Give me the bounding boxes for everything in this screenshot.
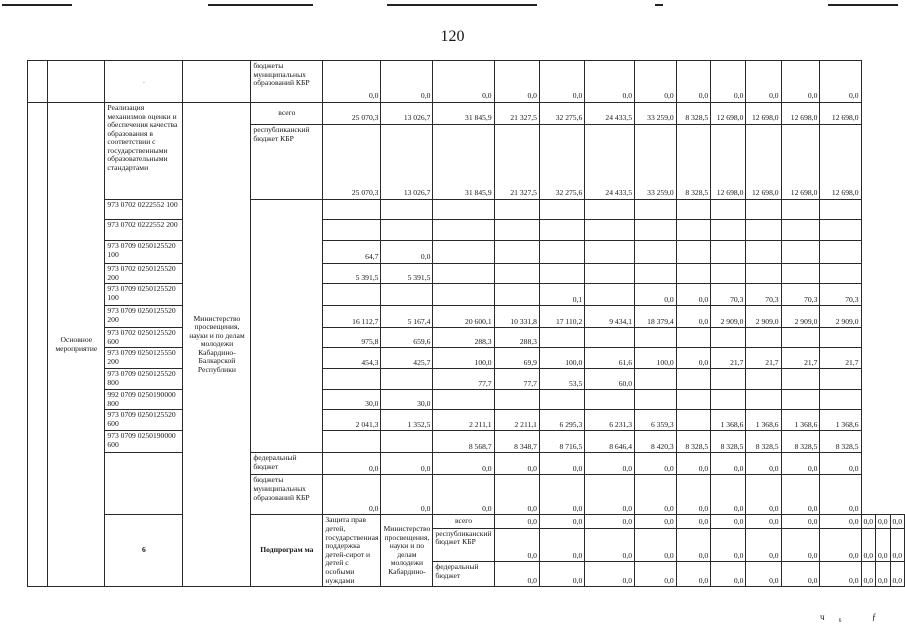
row-number: 6 xyxy=(105,515,183,587)
empty-cell xyxy=(48,61,105,103)
value-cell: 18 379,4 xyxy=(635,306,677,328)
value-cell: 0,0 xyxy=(746,562,781,587)
budget-source: всего xyxy=(251,103,323,125)
value-cell xyxy=(323,431,381,453)
value-cell: 32 275,6 xyxy=(539,125,584,200)
value-cell: 0,0 xyxy=(676,306,710,328)
value-cell: 31 845,9 xyxy=(433,103,494,125)
value-cell: 2 909,0 xyxy=(746,306,781,328)
value-cell: 77,7 xyxy=(433,369,494,390)
value-cell: 6 231,3 xyxy=(585,410,635,431)
value-cell: 53,5 xyxy=(539,369,584,390)
value-cell xyxy=(676,220,710,241)
value-cell: 8 568,7 xyxy=(433,431,494,453)
value-cell xyxy=(539,264,584,284)
table-row xyxy=(28,241,905,264)
value-cell: 0,0 xyxy=(781,562,820,587)
value-cell xyxy=(820,264,861,284)
value-cell xyxy=(781,200,820,220)
value-cell xyxy=(539,200,584,220)
section-label: Основное мероприятие xyxy=(48,103,105,587)
value-cell: 8 646,4 xyxy=(585,431,635,453)
budget-source: федеральный бюджет xyxy=(251,453,323,475)
value-cell: 659,6 xyxy=(381,328,433,348)
value-cell xyxy=(539,241,584,264)
value-cell xyxy=(433,220,494,241)
value-cell xyxy=(781,220,820,241)
value-cell xyxy=(323,200,381,220)
value-cell xyxy=(711,390,746,410)
value-cell: 33 259,0 xyxy=(635,103,677,125)
value-cell xyxy=(676,390,710,410)
value-cell: 0,0 xyxy=(876,515,891,528)
value-cell: 70,3 xyxy=(746,284,781,306)
value-cell: 21,7 xyxy=(781,348,820,369)
empty-cell xyxy=(105,453,183,515)
value-cell: 0,0 xyxy=(861,528,876,562)
value-cell xyxy=(494,390,539,410)
value-cell: 25 070,3 xyxy=(323,103,381,125)
value-cell: 0,0 xyxy=(585,528,635,562)
value-cell: 70,3 xyxy=(781,284,820,306)
value-cell xyxy=(585,220,635,241)
value-cell: 6 359,3 xyxy=(635,410,677,431)
value-cell: 31 845,9 xyxy=(433,125,494,200)
value-cell: 0,0 xyxy=(861,515,876,528)
budget-source xyxy=(251,200,323,453)
value-cell: 454,3 xyxy=(323,348,381,369)
value-cell: 17 110,2 xyxy=(539,306,584,328)
value-cell: 12 698,0 xyxy=(820,103,861,125)
budget-code: 973 0709 0250125520 200 xyxy=(105,306,183,328)
value-cell: 1 368,6 xyxy=(746,410,781,431)
value-cell xyxy=(381,220,433,241)
value-cell: 9 434,1 xyxy=(585,306,635,328)
value-cell xyxy=(635,390,677,410)
value-cell: 0,0 xyxy=(381,61,433,103)
value-cell xyxy=(820,220,861,241)
value-cell: 0,0 xyxy=(494,515,539,528)
value-cell: 0,0 xyxy=(711,515,746,528)
value-cell: 0,0 xyxy=(585,515,635,528)
value-cell: 0,0 xyxy=(676,562,710,587)
value-cell: 0,0 xyxy=(494,453,539,475)
value-cell: 0,0 xyxy=(539,528,584,562)
value-cell: 0,0 xyxy=(539,475,584,515)
value-cell: 100,0 xyxy=(635,348,677,369)
value-cell: 1 368,6 xyxy=(711,410,746,431)
value-cell xyxy=(711,328,746,348)
value-cell xyxy=(676,200,710,220)
value-cell: 5 167,4 xyxy=(381,306,433,328)
value-cell xyxy=(381,369,433,390)
value-cell xyxy=(494,220,539,241)
table-row xyxy=(28,284,905,306)
value-cell: 25 070,3 xyxy=(323,125,381,200)
value-cell: 0,0 xyxy=(381,453,433,475)
value-cell: 2 909,0 xyxy=(820,306,861,328)
table-row xyxy=(28,306,905,328)
table-row xyxy=(28,348,905,369)
value-cell: 0,0 xyxy=(711,453,746,475)
table-row xyxy=(28,200,905,220)
table-body xyxy=(28,61,905,587)
value-cell xyxy=(381,284,433,306)
value-cell xyxy=(746,369,781,390)
value-cell xyxy=(781,390,820,410)
value-cell: 0,0 xyxy=(820,562,861,587)
value-cell xyxy=(676,328,710,348)
top-rule xyxy=(387,4,537,6)
value-cell xyxy=(539,390,584,410)
table-row xyxy=(28,264,905,284)
value-cell: 8 328,5 xyxy=(676,103,710,125)
value-cell xyxy=(539,328,584,348)
responsible-executor: Министерство просвещения, науки и по делам молодежи Кабардино- xyxy=(381,515,433,587)
value-cell xyxy=(381,431,433,453)
value-cell: 0,0 xyxy=(820,453,861,475)
value-cell: 70,3 xyxy=(711,284,746,306)
value-cell: 1 352,5 xyxy=(381,410,433,431)
value-cell xyxy=(711,200,746,220)
value-cell: 0,0 xyxy=(890,562,905,587)
budget-source: всего xyxy=(433,515,494,528)
value-cell xyxy=(711,220,746,241)
value-cell xyxy=(820,390,861,410)
value-cell: 0,0 xyxy=(381,241,433,264)
value-cell: 1 368,6 xyxy=(820,410,861,431)
value-cell: 0,0 xyxy=(676,528,710,562)
value-cell: 8 328,5 xyxy=(820,431,861,453)
value-cell: 30,0 xyxy=(381,390,433,410)
value-cell: 0,0 xyxy=(381,475,433,515)
value-cell: 0,0 xyxy=(539,562,584,587)
table-row xyxy=(28,515,905,528)
budget-table xyxy=(27,60,905,587)
empty-cell xyxy=(28,61,48,103)
value-cell: 0,0 xyxy=(781,475,820,515)
value-cell: 0,0 xyxy=(635,475,677,515)
value-cell: 12 698,0 xyxy=(711,103,746,125)
budget-source: республиканский бюджет КБР xyxy=(433,528,494,562)
budget-code: 992 0709 0250190000 800 xyxy=(105,390,183,410)
value-cell xyxy=(585,328,635,348)
budget-code: 973 0702 0222552 200 xyxy=(105,220,183,241)
value-cell: 24 433,5 xyxy=(585,125,635,200)
value-cell: 0,0 xyxy=(323,475,381,515)
responsible-executor: Министерство просвещения, науки и по делам молодежи Кабардино-Балкарской Республики xyxy=(183,103,251,587)
value-cell: 0,0 xyxy=(861,562,876,587)
value-cell xyxy=(433,390,494,410)
value-cell: 13 026,7 xyxy=(381,103,433,125)
value-cell: 0,0 xyxy=(433,475,494,515)
budget-code: 973 0702 0250125520 600 xyxy=(105,328,183,348)
empty-cell: . xyxy=(105,61,183,103)
value-cell: 0,0 xyxy=(433,61,494,103)
value-cell xyxy=(323,220,381,241)
value-cell: 8 348,7 xyxy=(494,431,539,453)
value-cell xyxy=(494,284,539,306)
table-row xyxy=(28,369,905,390)
value-cell: 1 368,6 xyxy=(781,410,820,431)
value-cell: 77,7 xyxy=(494,369,539,390)
value-cell: 0,0 xyxy=(820,61,861,103)
value-cell: 0,0 xyxy=(676,284,710,306)
value-cell xyxy=(635,200,677,220)
table-row xyxy=(28,103,905,125)
value-cell xyxy=(711,264,746,284)
value-cell: 0,0 xyxy=(539,515,584,528)
value-cell xyxy=(494,264,539,284)
value-cell xyxy=(676,241,710,264)
value-cell: 8 420,3 xyxy=(635,431,677,453)
value-cell xyxy=(539,220,584,241)
value-cell xyxy=(494,241,539,264)
value-cell: 288,3 xyxy=(494,328,539,348)
table-row xyxy=(28,453,905,475)
handwritten-marks: ч₆ ƒ xyxy=(820,612,891,622)
value-cell xyxy=(711,241,746,264)
section-label: Подпрограм ма xyxy=(251,515,323,587)
value-cell xyxy=(746,264,781,284)
value-cell xyxy=(494,200,539,220)
value-cell: 0,0 xyxy=(676,61,710,103)
budget-source: бюджеты муниципальных образований КБР xyxy=(251,475,323,515)
value-cell: 12 698,0 xyxy=(746,103,781,125)
value-cell: 0,0 xyxy=(746,61,781,103)
value-cell: 0,0 xyxy=(433,453,494,475)
value-cell: 0,0 xyxy=(539,61,584,103)
value-cell: 8 716,5 xyxy=(539,431,584,453)
budget-code: 973 0709 0250125520 600 xyxy=(105,410,183,431)
value-cell: 0,0 xyxy=(494,562,539,587)
value-cell: 0,0 xyxy=(876,528,891,562)
value-cell xyxy=(585,390,635,410)
row-number xyxy=(28,103,48,587)
value-cell: 0,0 xyxy=(781,453,820,475)
budget-source: бюджеты муниципальных образований КБР xyxy=(251,61,323,103)
value-cell: 30,0 xyxy=(323,390,381,410)
value-cell: 0,0 xyxy=(635,61,677,103)
value-cell xyxy=(820,241,861,264)
value-cell xyxy=(433,284,494,306)
value-cell xyxy=(746,220,781,241)
value-cell: 0,0 xyxy=(585,61,635,103)
value-cell: 5 391,5 xyxy=(323,264,381,284)
value-cell: 0,0 xyxy=(539,453,584,475)
value-cell: 0,0 xyxy=(746,453,781,475)
value-cell: 0,0 xyxy=(711,528,746,562)
value-cell: 21 327,5 xyxy=(494,125,539,200)
value-cell xyxy=(433,264,494,284)
value-cell: 64,7 xyxy=(323,241,381,264)
value-cell xyxy=(746,241,781,264)
value-cell: 21,7 xyxy=(746,348,781,369)
value-cell: 21,7 xyxy=(820,348,861,369)
value-cell: 0,0 xyxy=(746,528,781,562)
top-rule xyxy=(655,4,663,6)
value-cell: 0,0 xyxy=(635,515,677,528)
budget-code: 973 0709 0250125520 100 xyxy=(105,284,183,306)
value-cell: 8 328,5 xyxy=(711,431,746,453)
value-cell xyxy=(781,264,820,284)
value-cell: 12 698,0 xyxy=(746,125,781,200)
value-cell xyxy=(635,220,677,241)
value-cell: 13 026,7 xyxy=(381,125,433,200)
value-cell xyxy=(585,264,635,284)
value-cell: 0,0 xyxy=(635,453,677,475)
activity-name: Защита прав детей, государственная поддержка детей-сирот и детей с особыми нуждами xyxy=(323,515,381,587)
value-cell: 12 698,0 xyxy=(711,125,746,200)
value-cell xyxy=(585,200,635,220)
value-cell: 0,0 xyxy=(711,562,746,587)
value-cell xyxy=(323,369,381,390)
table-row xyxy=(28,220,905,241)
value-cell: 100,0 xyxy=(539,348,584,369)
value-cell: 0,0 xyxy=(781,61,820,103)
value-cell: 8 328,5 xyxy=(781,431,820,453)
value-cell: 100,0 xyxy=(433,348,494,369)
value-cell xyxy=(746,390,781,410)
budget-code: 973 0709 0250125520 800 xyxy=(105,369,183,390)
value-cell: 0,1 xyxy=(539,284,584,306)
value-cell: 0,0 xyxy=(494,475,539,515)
value-cell: 33 259,0 xyxy=(635,125,677,200)
value-cell: 0,0 xyxy=(494,528,539,562)
value-cell: 0,0 xyxy=(711,61,746,103)
value-cell: 0,0 xyxy=(494,61,539,103)
value-cell: 0,0 xyxy=(585,562,635,587)
value-cell: 60,0 xyxy=(585,369,635,390)
value-cell: 0,0 xyxy=(676,453,710,475)
value-cell: 8 328,5 xyxy=(676,125,710,200)
value-cell: 975,8 xyxy=(323,328,381,348)
budget-code: 973 0709 0250190000 600 xyxy=(105,431,183,453)
value-cell: 20 600,1 xyxy=(433,306,494,328)
value-cell: 12 698,0 xyxy=(820,125,861,200)
table-row xyxy=(28,61,905,103)
value-cell: 425,7 xyxy=(381,348,433,369)
top-rule xyxy=(2,4,72,6)
value-cell: 0,0 xyxy=(676,515,710,528)
value-cell: 6 295,3 xyxy=(539,410,584,431)
table-row xyxy=(28,328,905,348)
value-cell: 0,0 xyxy=(876,562,891,587)
value-cell xyxy=(635,241,677,264)
value-cell xyxy=(635,264,677,284)
value-cell: 32 275,6 xyxy=(539,103,584,125)
value-cell xyxy=(781,241,820,264)
value-cell: 0,0 xyxy=(585,453,635,475)
page-number: 120 xyxy=(440,28,465,45)
value-cell xyxy=(820,369,861,390)
value-cell: 0,0 xyxy=(781,528,820,562)
value-cell xyxy=(746,328,781,348)
value-cell: 8 328,5 xyxy=(746,431,781,453)
value-cell: 0,0 xyxy=(890,528,905,562)
top-rule xyxy=(208,4,313,6)
value-cell: 2 909,0 xyxy=(781,306,820,328)
value-cell: 2 909,0 xyxy=(711,306,746,328)
value-cell: 288,3 xyxy=(433,328,494,348)
value-cell xyxy=(433,241,494,264)
value-cell: 0,0 xyxy=(635,562,677,587)
top-rule xyxy=(828,4,898,6)
value-cell xyxy=(676,264,710,284)
value-cell: 21,7 xyxy=(711,348,746,369)
value-cell: 0,0 xyxy=(635,284,677,306)
value-cell: 0,0 xyxy=(323,61,381,103)
table-row xyxy=(28,410,905,431)
table-row xyxy=(28,431,905,453)
value-cell xyxy=(635,328,677,348)
value-cell: 12 698,0 xyxy=(781,125,820,200)
value-cell: 2 211,1 xyxy=(433,410,494,431)
value-cell: 12 698,0 xyxy=(781,103,820,125)
budget-source: республиканский бюджет КБР xyxy=(251,125,323,200)
value-cell: 2 041,3 xyxy=(323,410,381,431)
value-cell: 70,3 xyxy=(820,284,861,306)
value-cell: 0,0 xyxy=(323,453,381,475)
value-cell xyxy=(433,200,494,220)
budget-code: 973 0702 0222552 100 xyxy=(105,200,183,220)
value-cell: 2 211,1 xyxy=(494,410,539,431)
value-cell: 0,0 xyxy=(890,515,905,528)
value-cell: 0,0 xyxy=(820,528,861,562)
value-cell: 0,0 xyxy=(746,475,781,515)
value-cell xyxy=(746,200,781,220)
value-cell xyxy=(676,410,710,431)
value-cell: 0,0 xyxy=(746,515,781,528)
budget-code: 973 0709 0250125520 100 xyxy=(105,241,183,264)
value-cell xyxy=(820,328,861,348)
value-cell xyxy=(635,369,677,390)
value-cell xyxy=(585,284,635,306)
value-cell xyxy=(323,284,381,306)
value-cell: 61,6 xyxy=(585,348,635,369)
value-cell: 69,9 xyxy=(494,348,539,369)
budget-code: 973 0709 0250125550 200 xyxy=(105,348,183,369)
value-cell xyxy=(781,328,820,348)
value-cell xyxy=(381,200,433,220)
budget-code: 973 0702 0250125520 200 xyxy=(105,264,183,284)
activity-name: Реализация механизмов оценки и обеспечения качества образования в соответствии с государственными образовательными стандартами xyxy=(105,103,183,200)
value-cell: 10 331,8 xyxy=(494,306,539,328)
value-cell: 21 327,5 xyxy=(494,103,539,125)
value-cell: 0,0 xyxy=(781,515,820,528)
value-cell: 0,0 xyxy=(711,475,746,515)
value-cell: 16 112,7 xyxy=(323,306,381,328)
value-cell: 0,0 xyxy=(820,475,861,515)
value-cell: 5 391,5 xyxy=(381,264,433,284)
value-cell: 0,0 xyxy=(820,515,861,528)
table-row xyxy=(28,390,905,410)
value-cell: 0,0 xyxy=(676,348,710,369)
value-cell: 0,0 xyxy=(585,475,635,515)
value-cell xyxy=(711,369,746,390)
value-cell: 8 328,5 xyxy=(676,431,710,453)
value-cell xyxy=(820,200,861,220)
value-cell: 0,0 xyxy=(676,475,710,515)
value-cell xyxy=(585,241,635,264)
value-cell xyxy=(781,369,820,390)
value-cell: 24 433,5 xyxy=(585,103,635,125)
value-cell: 0,0 xyxy=(635,528,677,562)
empty-cell xyxy=(183,61,251,103)
value-cell xyxy=(676,369,710,390)
budget-source: федеральный бюджет xyxy=(433,562,494,587)
